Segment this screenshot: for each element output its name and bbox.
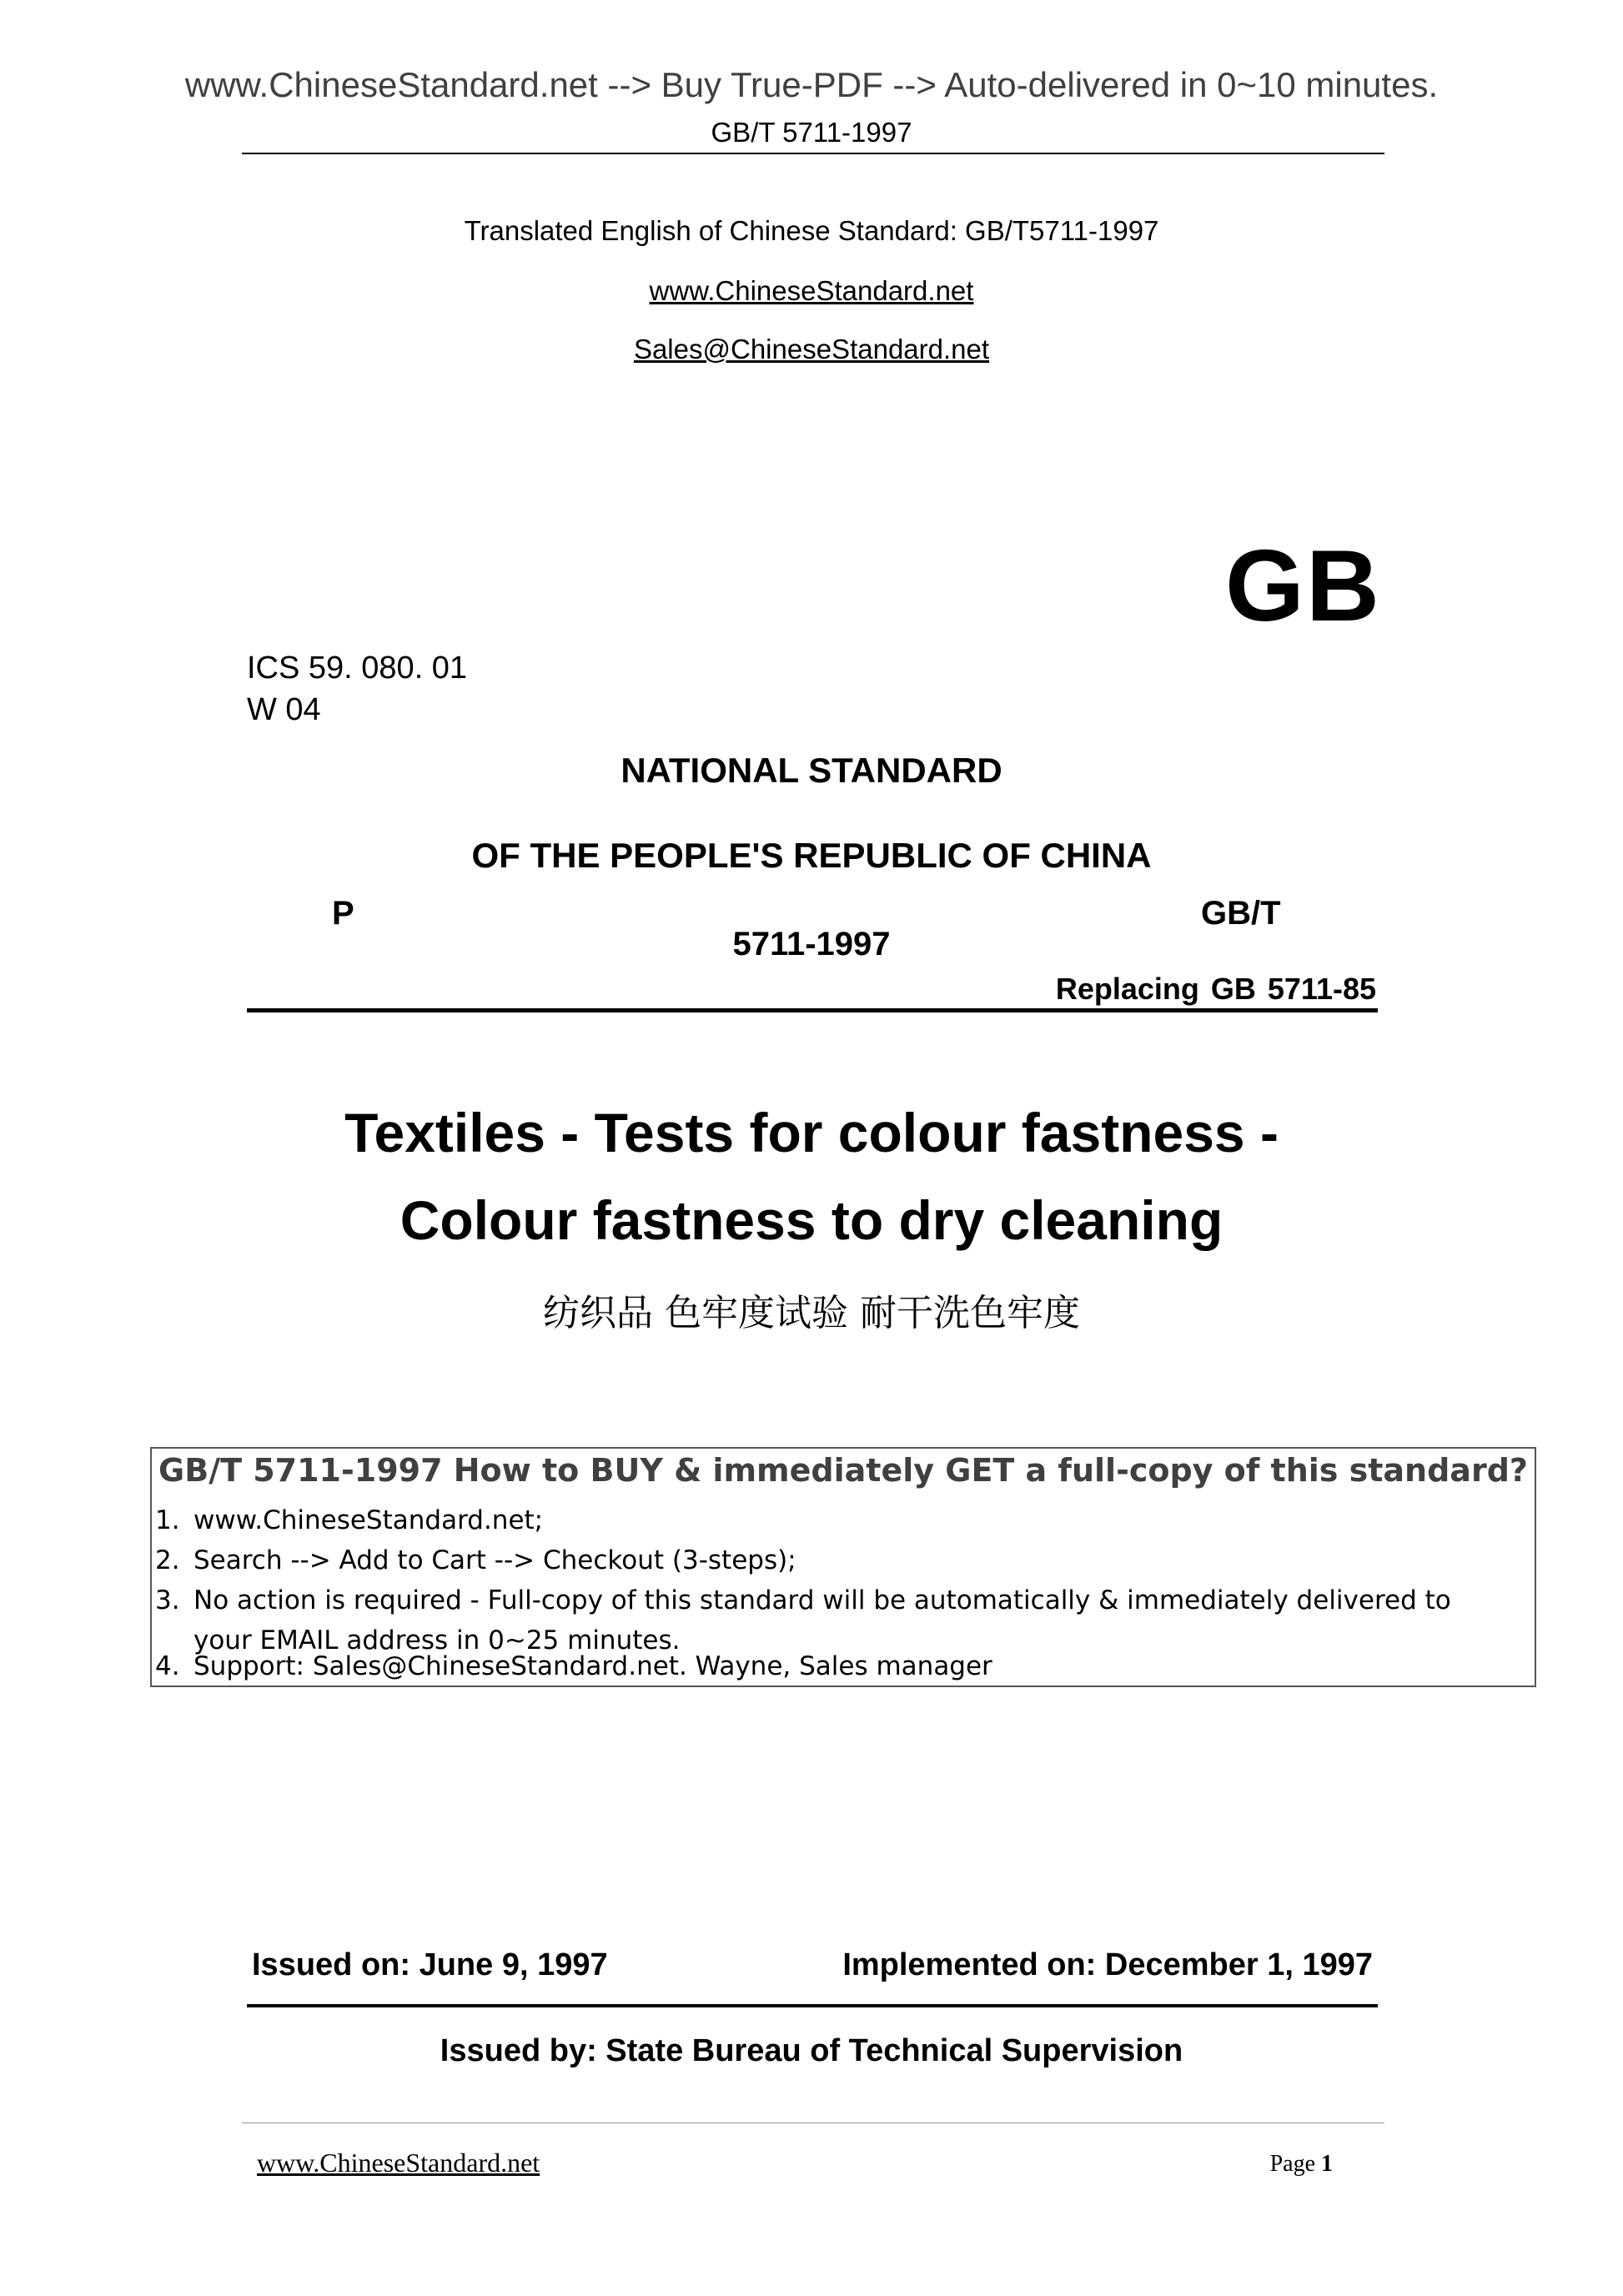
page-number (1270, 2151, 1333, 2178)
step-text: your EMAIL address in 0~25 minutes. (193, 1625, 681, 1655)
buy-step-3 (155, 1585, 1451, 1615)
gbt-label: GB/T (1201, 895, 1281, 932)
translated-title: Translated English of Chinese Standard: GB/T5711-1997 (464, 215, 1159, 246)
republic-heading: OF THE PEOPLE'S REPUBLIC OF CHINA (471, 836, 1152, 875)
buy-instructions-box (150, 1447, 1536, 1687)
step-number: 3. (155, 1585, 180, 1615)
classification-code: W 04 (247, 692, 321, 727)
buy-heading: GB/T 5711-1997 How to BUY & immediately GET a full-copy of this standard? (158, 1452, 1528, 1489)
header-rule (242, 153, 1384, 154)
standard-number: 5711-1997 (732, 926, 891, 962)
title-line-2: Colour fastness to dry cleaning (399, 1189, 1224, 1251)
sales-email-link[interactable]: Sales@ChineseStandard.net (633, 334, 990, 364)
step-text[interactable]: Support: Sales@ChineseStandard.net. Wayne, Sales manager (193, 1651, 992, 1681)
gb-logo: GB (1225, 529, 1381, 642)
issued-by: Issued by: State Bureau of Technical Supervision (440, 2033, 1183, 2068)
cover-rule (247, 1008, 1378, 1012)
header-standard-code: GB/T 5711-1997 (711, 117, 912, 148)
step-text: Search --> Add to Cart --> Checkout (3-steps); (193, 1545, 796, 1575)
issued-on-date: Issued on: June 9, 1997 (252, 1947, 608, 1982)
buy-step-2 (155, 1545, 796, 1575)
implemented-on-date: Implemented on: December 1, 1997 (842, 1947, 1373, 1982)
top-banner: www.ChineseStandard.net --> Buy True-PDF --> Auto-delivered in 0~10 minutes. (184, 65, 1439, 104)
p-letter: P (332, 895, 354, 932)
site-link[interactable]: www.ChineseStandard.net (649, 275, 974, 306)
step-number: 4. (155, 1651, 180, 1681)
national-standard-heading: NATIONAL STANDARD (621, 751, 1002, 790)
buy-step-1 (155, 1505, 543, 1535)
page-label: Page (1269, 2151, 1315, 2177)
step-text[interactable]: www.ChineseStandard.net; (193, 1505, 544, 1535)
step-number: 2. (155, 1545, 180, 1575)
step-number: 1. (155, 1505, 180, 1535)
page-number-value: 1 (1321, 2151, 1333, 2177)
title-chinese: 纺织品 色牢度试验 耐干洗色牢度 (543, 1292, 1080, 1334)
step-text: No action is required - Full-copy of this standard will be automatically & immediately delivered to (193, 1585, 1451, 1615)
ics-code: ICS 59. 080. 01 (247, 651, 468, 686)
title-line-1: Textiles - Tests for colour fastness - (344, 1102, 1279, 1163)
issue-rule (247, 2004, 1378, 2007)
replacing-note: Replacing GB 5711-85 (1055, 972, 1376, 1006)
buy-step-4 (155, 1651, 992, 1681)
footer-site-link[interactable]: www.ChineseStandard.net (257, 2148, 540, 2178)
